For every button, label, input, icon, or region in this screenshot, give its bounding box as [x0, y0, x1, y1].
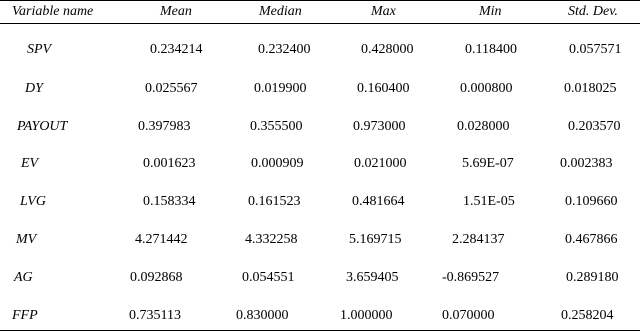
median-cell: 0.054551 [242, 270, 295, 285]
column-header-mean: Mean [160, 4, 192, 19]
median-cell: 0.019900 [254, 81, 307, 96]
max-cell: 0.021000 [354, 156, 407, 171]
min-cell: 1.51E-05 [463, 194, 515, 209]
row-label: DY [25, 81, 43, 96]
median-cell: 4.332258 [245, 232, 298, 247]
max-cell: 0.481664 [352, 194, 405, 209]
mean-cell: 0.092868 [130, 270, 183, 285]
std-dev-cell: 0.057571 [569, 42, 622, 57]
min-cell: -0.869527 [442, 270, 500, 285]
median-cell: 0.232400 [258, 42, 311, 57]
max-cell: 0.973000 [353, 119, 406, 134]
column-header-min: Min [479, 4, 502, 19]
std-dev-cell: 0.467866 [565, 232, 618, 247]
table-row [0, 229, 640, 251]
min-cell: 0.118400 [465, 42, 517, 57]
max-cell: 0.160400 [357, 81, 410, 96]
mean-cell: 0.397983 [138, 119, 191, 134]
std-dev-cell: 0.109660 [565, 194, 618, 209]
median-cell: 0.355500 [250, 119, 303, 134]
min-cell: 0.028000 [457, 119, 510, 134]
min-cell: 5.69E-07 [462, 156, 514, 171]
column-header-variable-name: Variable name [12, 4, 94, 19]
table-row [0, 191, 640, 213]
mean-cell: 0.234214 [150, 42, 203, 57]
table-row [0, 78, 640, 100]
std-dev-cell: 0.258204 [561, 308, 614, 323]
median-cell: 0.000909 [251, 156, 304, 171]
table-row [0, 39, 640, 61]
row-label: AG [14, 270, 33, 285]
row-label: MV [16, 232, 37, 247]
max-cell: 3.659405 [346, 270, 399, 285]
table-row [0, 116, 640, 138]
std-dev-cell: 0.289180 [566, 270, 619, 285]
min-cell: 0.070000 [442, 308, 495, 323]
column-header-std-dev: Std. Dev. [568, 4, 618, 19]
min-cell: 2.284137 [452, 232, 505, 247]
table-header-rule [0, 23, 640, 24]
mean-cell: 0.025567 [145, 81, 198, 96]
std-dev-cell: 0.002383 [560, 156, 613, 171]
max-cell: 0.428000 [361, 42, 414, 57]
table-row [0, 267, 640, 289]
row-label: LVG [20, 194, 46, 209]
mean-cell: 0.158334 [143, 194, 196, 209]
row-label: EV [21, 156, 39, 171]
std-dev-cell: 0.203570 [568, 119, 621, 134]
std-dev-cell: 0.018025 [564, 81, 617, 96]
max-cell: 1.000000 [340, 308, 393, 323]
row-label: PAYOUT [17, 119, 68, 134]
column-header-max: Max [371, 4, 396, 19]
median-cell: 0.830000 [236, 308, 289, 323]
table-row [0, 305, 640, 327]
median-cell: 0.161523 [248, 194, 301, 209]
mean-cell: 0.001623 [143, 156, 196, 171]
table-row [0, 153, 640, 175]
table-header-row [0, 1, 640, 23]
mean-cell: 0.735113 [129, 308, 181, 323]
column-header-median: Median [259, 4, 302, 19]
max-cell: 5.169715 [349, 232, 402, 247]
min-cell: 0.000800 [460, 81, 513, 96]
row-label: FFP [12, 308, 38, 323]
row-label: SPV [27, 42, 52, 57]
mean-cell: 4.271442 [135, 232, 188, 247]
